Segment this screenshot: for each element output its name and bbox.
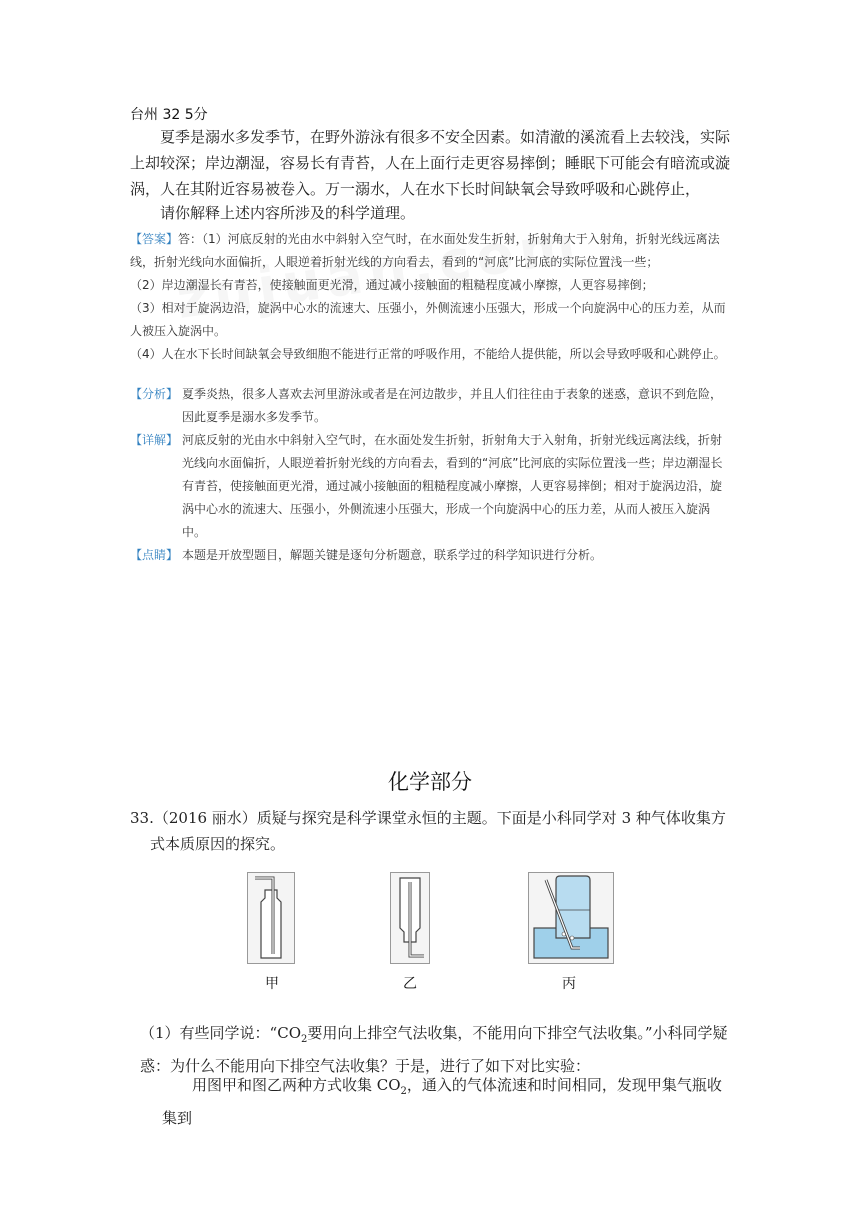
answer-line-1: 【答案】答：（1）河底反射的光由水中斜射入空气时，在水面处发生折射，折射角大于入射角，折射光线远离法线，折射光线向水面偏折，人眼逆着折射光线的方向看去，看到的“河底”比河底的实际位置浅一些； bbox=[130, 232, 720, 269]
question-33 bbox=[130, 805, 732, 857]
gas-bottle-tube-long-icon bbox=[247, 872, 295, 964]
sub-question-1: （1）有些同学说：“$CO_2$要用向上排空气法收集，不能用向下排空气法收集。”小科同学疑惑：为什么不能用向下排空气法收集？于是，进行了如下对比实验： bbox=[140, 1024, 728, 1075]
analysis-text: 夏季炎热，很多人喜欢去河里游泳或者是在河边散步，并且人们往往由于表象的迷惑，意识不到危险，因此夏季是溺水多发季节。 bbox=[182, 387, 723, 424]
figure-jia-upward-displacement bbox=[247, 872, 295, 968]
detail-text: 河底反射的光由水中斜射入空气时，在水面处发生折射，折射角大于入射角，折射光线远离法线，折射光线向水面偏折，人眼逆着折射光线的方向看去，看到的“河底”比河底的实际位置浅一些；岸边潮湿长有青苔，使接触面更光滑，通过减小接触面的粗糙程度减小摩擦，人更容易摔倒；相对于旋涡边沿，旋涡中心水的流速大、压强小，外侧流速小压强大，形成一个向旋涡中心的压力差，从而人被压入旋涡中。 bbox=[182, 433, 723, 539]
question-source: 台州 32 5分 bbox=[130, 107, 208, 123]
keypoint-tag: 【点睛】 bbox=[130, 548, 179, 562]
figure-label-bing: 丙 bbox=[562, 976, 576, 992]
figure-label-yi: 乙 bbox=[403, 976, 417, 992]
sub-question-1-experiment: 用图甲和图乙两种方式收集 $CO_2$，通入的气体流速和时间相同，发现甲集气瓶收集到 bbox=[162, 1076, 722, 1127]
explanation-block bbox=[130, 383, 730, 567]
water-trough-bottle-icon bbox=[528, 872, 614, 964]
problem-text: 夏季是溺水多发季节，在野外游泳有很多不安全因素。如清澈的溪流看上去较浅，实际上却较深；岸边潮湿，容易长有青苔，人在上面行走更容易摔倒；睡眠下可能会有暗流或漩涡，人在其附近容易被卷入。万一溺水，人在水下长时间缺氧会导致呼吸和心跳停止， bbox=[130, 128, 731, 198]
figure-bing-water-displacement bbox=[528, 872, 614, 968]
answer-block bbox=[130, 228, 730, 366]
answer-line-2: （2）岸边潮湿长有青苔，使接触面更光滑，通过减小接触面的粗糙程度减小摩擦，人更容易摔倒； bbox=[130, 278, 654, 292]
analysis-row bbox=[130, 383, 730, 429]
figure-label-jia: 甲 bbox=[265, 976, 279, 992]
detail-row bbox=[130, 429, 730, 544]
analysis-tag: 【分析】 bbox=[130, 387, 179, 401]
figure-yi-downward-displacement bbox=[390, 872, 430, 968]
gas-bottle-inverted-icon bbox=[390, 872, 430, 964]
problem-prompt: 请你解释上述内容所涉及的科学道理。 bbox=[160, 204, 416, 222]
section-title: 化学部分 bbox=[388, 770, 472, 794]
answer-tag: 【答案】 bbox=[130, 232, 179, 246]
answer-line-4: （4）人在水下长时间缺氧会导致细胞不能进行正常的呼吸作用，不能给人提供能，所以会导致呼吸和心跳停止。 bbox=[130, 347, 726, 361]
answer-line-3: （3）相对于旋涡边沿，旋涡中心水的流速大、压强小，外侧流速小压强大，形成一个向旋涡中心的压力差，从而人被压入旋涡中。 bbox=[130, 301, 726, 338]
detail-tag: 【详解】 bbox=[130, 433, 179, 447]
keypoint-row bbox=[130, 544, 730, 567]
keypoint-text: 本题是开放型题目，解题关键是逐句分析题意，联系学过的科学知识进行分析。 bbox=[182, 548, 603, 562]
question-33-text: 33.（2016 丽水）质疑与探究是科学课堂永恒的主题。下面是小科同学对 3 种气体收集方式本质原因的探究。 bbox=[130, 809, 726, 853]
